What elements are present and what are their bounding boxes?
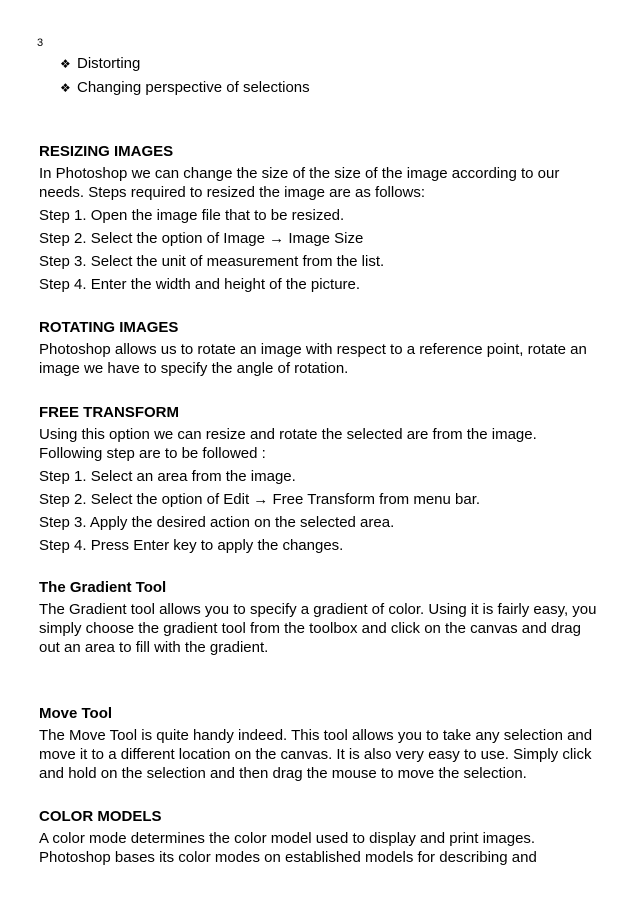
bullet-text: Distorting [77,55,141,72]
section-heading: COLOR MODELS [39,808,162,825]
bullet-text: Changing perspective of selections [77,79,310,96]
section-gradient-tool [39,578,604,657]
section-intro: In Photoshop we can change the size of the size of the image according to our needs. Steps required to resized the image are as follows: [39,165,560,201]
section-text: A color mode determines the color model used to display and print images. Photoshop bases its color modes on established models for describing and [39,830,537,866]
step-item: Step 1. Open the image file that to be resized. [39,207,345,224]
section-text: The Move Tool is quite handy indeed. This tool allows you to take any selection and move it to a different location on the canvas. It is also very easy to use. Simply click and hold on the selection and then drag the mouse to move the selection. [39,727,593,782]
section-heading: The Gradient Tool [39,579,167,596]
diamond-bullet-icon: ❖ [60,81,71,95]
section-heading: Move Tool [39,705,113,722]
section-color-models [39,807,604,867]
bullet-item-distorting [60,52,310,76]
section-intro: Using this option we can resize and rotate the selected are from the image. Following step are to be followed : [39,426,537,462]
step-item: Step 3. Select the unit of measurement from the list. [39,253,385,270]
step-item: Step 4. Press Enter key to apply the changes. [39,537,344,554]
section-move-tool [39,704,604,783]
diamond-bullet-icon: ❖ [60,57,71,71]
section-text: The Gradient tool allows you to specify a gradient of color. Using it is fairly easy, you simply choose the gradient tool from the toolbox and click on the canvas and drag out an area to fill with the gradient. [39,601,597,656]
bullet-list [60,52,310,100]
section-rotating-images [39,318,604,378]
section-resizing-images [39,142,604,294]
step-item: Step 3. Apply the desired action on the selected area. [39,514,395,531]
page-number: 3 [37,37,44,49]
section-heading: FREE TRANSFORM [39,404,179,421]
section-heading: ROTATING IMAGES [39,319,179,336]
step-item: Step 1. Select an area from the image. [39,468,296,485]
step-item: Step 4. Enter the width and height of the picture. [39,276,361,293]
section-free-transform [39,403,604,555]
section-heading: RESIZING IMAGES [39,143,174,160]
step-item: Step 2. Select the option of Edit → Free Transform from menu bar. [39,491,481,508]
bullet-item-perspective [60,76,310,100]
section-text: Photoshop allows us to rotate an image with respect to a reference point, rotate an image we have to specify the angle of rotation. [39,341,587,377]
step-item: Step 2. Select the option of Image → Image Size [39,230,364,247]
